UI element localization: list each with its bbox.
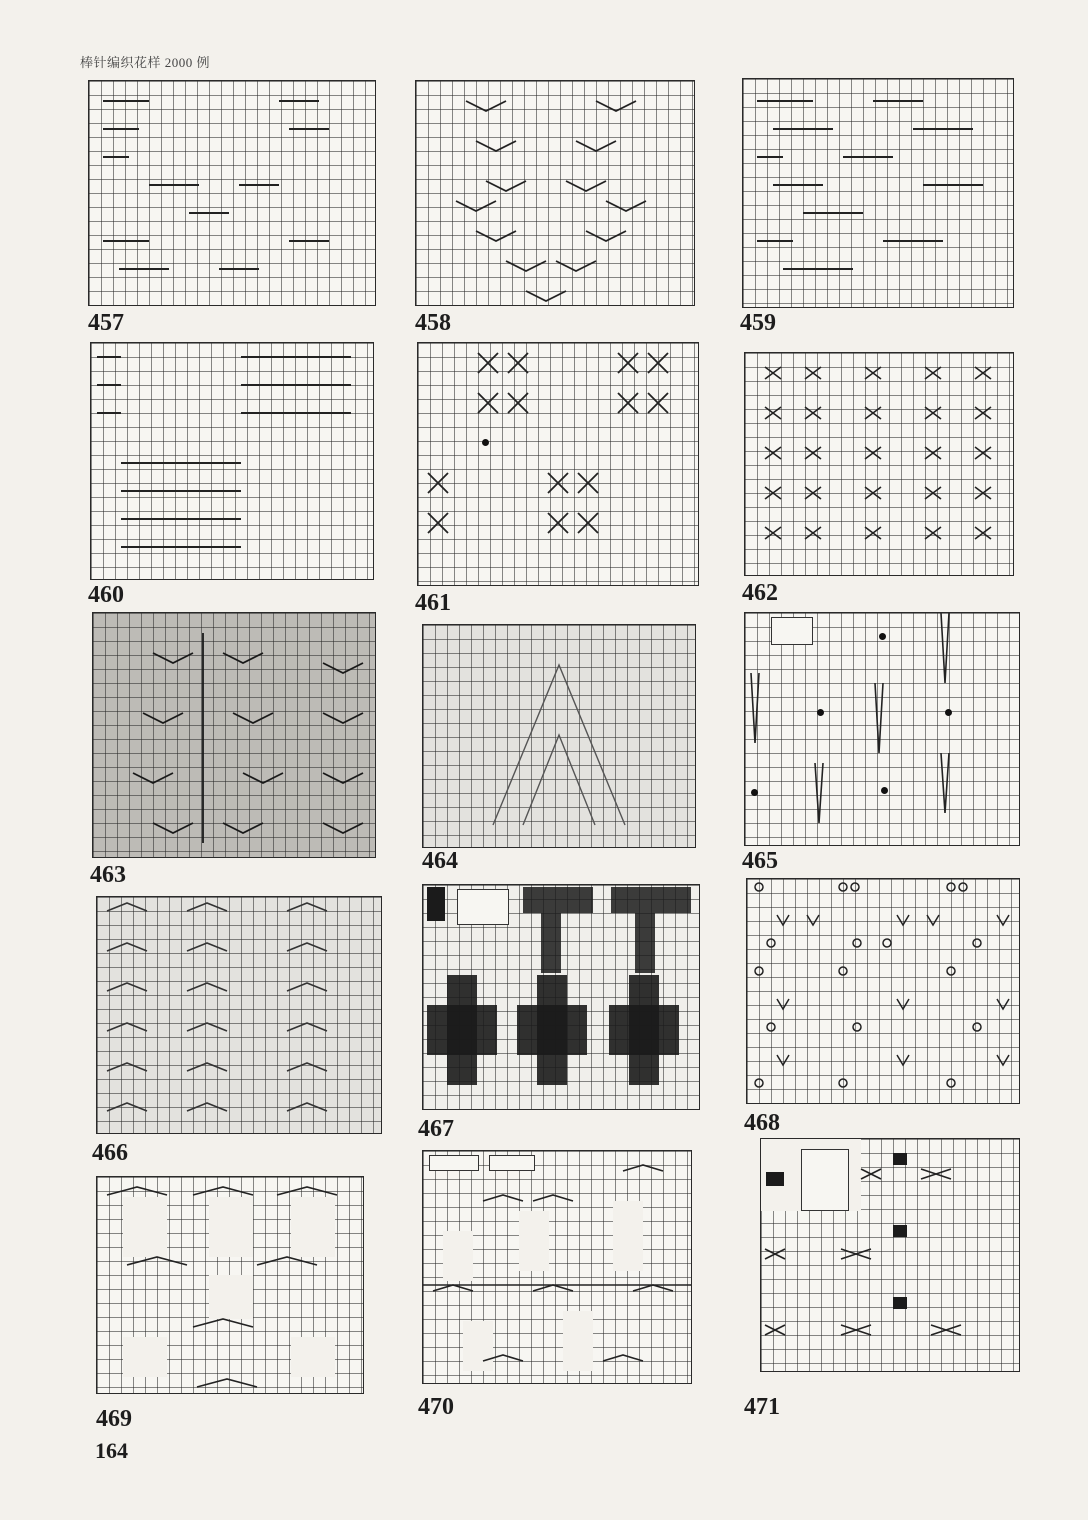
stitch-marks [93,613,375,857]
stitch-marks [91,343,373,579]
pattern-number: 471 [744,1394,780,1420]
pattern-number: 458 [415,310,451,336]
colorwork-block [766,1172,784,1186]
stitch-marks [743,79,1013,307]
stitch-marks [423,1151,691,1383]
stitch-marks [418,343,698,585]
stitch-marks [89,81,375,305]
stitch-marks [745,613,1019,845]
bobble-dot [817,709,824,716]
pattern-number: 457 [88,310,124,336]
colorwork-block [893,1225,907,1237]
stitch-marks [747,879,1019,1103]
pattern-number: 467 [418,1116,454,1142]
chart-470 [422,1150,692,1384]
chart-467 [422,884,700,1110]
colorwork-block [893,1153,907,1165]
chart-469 [96,1176,364,1394]
stitch-marks [416,81,694,305]
colorwork-block [893,1297,907,1309]
chart-465 [744,612,1020,846]
chart-457 [88,80,376,306]
chart-471 [760,1138,1020,1372]
pattern-number: 465 [742,848,778,874]
pattern-number: 469 [96,1406,132,1432]
colorwork-block [635,913,655,973]
pattern-number: 464 [422,848,458,874]
stitch-key [457,889,509,925]
bobble-dot [879,633,886,640]
pattern-number: 462 [742,580,778,606]
chart-464 [422,624,696,848]
colorwork-block [541,913,561,973]
pattern-number: 460 [88,582,124,608]
colorwork-block [523,887,593,913]
page-number: 164 [95,1438,128,1463]
colorwork-block [517,1005,587,1055]
pattern-number: 468 [744,1110,780,1136]
pattern-number: 459 [740,310,776,336]
page-header: 棒针编织花样 2000 例 [80,55,211,70]
chart-462 [744,352,1014,576]
stitch-key [771,617,813,645]
chart-461 [417,342,699,586]
chart-460 [90,342,374,580]
chart-468 [746,878,1020,1104]
bobble-dot [881,787,888,794]
stitch-marks [745,353,1013,575]
colorwork-block [427,887,445,921]
pattern-number: 461 [415,590,451,616]
colorwork-block [611,887,691,913]
chart-466 [96,896,382,1134]
stitch-marks [97,897,381,1133]
pattern-number: 463 [90,862,126,888]
stitch-marks [97,1177,363,1393]
chart-459 [742,78,1014,308]
bobble-dot [945,709,952,716]
stitch-key [801,1149,849,1211]
colorwork-block [609,1005,679,1055]
pattern-number: 466 [92,1140,128,1166]
colorwork-block [427,1005,497,1055]
stitch-marks [761,1139,1019,1371]
stitch-marks [423,625,695,847]
bobble-dot [482,439,489,446]
chart-463 [92,612,376,858]
chart-458 [415,80,695,306]
bobble-dot [751,789,758,796]
pattern-number: 470 [418,1394,454,1420]
